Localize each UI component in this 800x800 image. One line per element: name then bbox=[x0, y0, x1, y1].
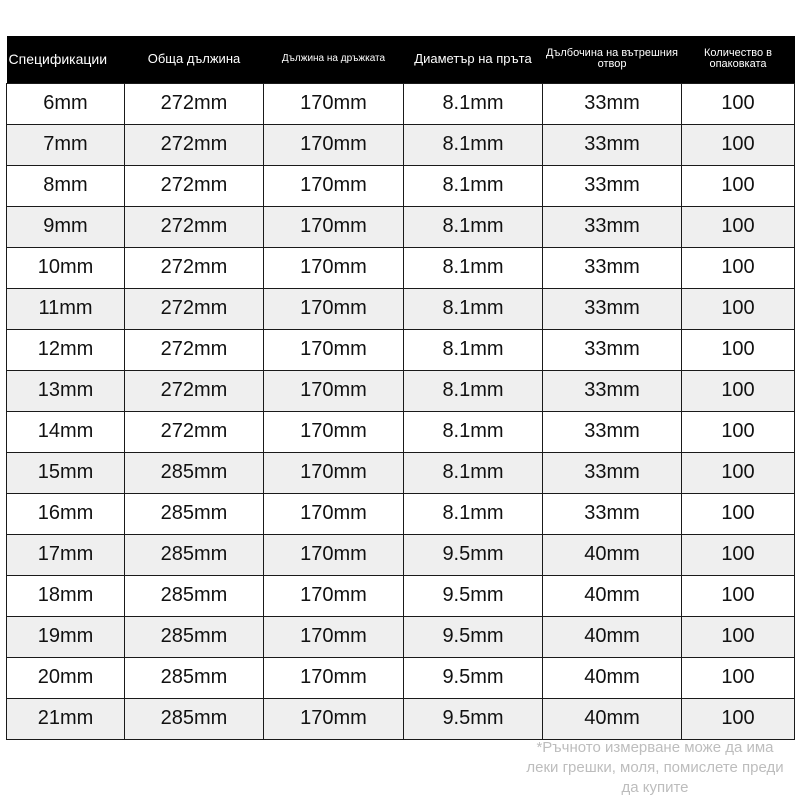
cell-total-length: 285mm bbox=[125, 657, 264, 698]
cell-shank-diameter: 8.1mm bbox=[404, 124, 543, 165]
header-total-length: Обща дължина bbox=[147, 51, 241, 67]
cell-shank-diameter: 8.1mm bbox=[404, 452, 543, 493]
table-row bbox=[7, 329, 795, 370]
cell-shank-diameter: 9.5mm bbox=[404, 534, 543, 575]
cell-pack-quantity: 100 bbox=[682, 165, 795, 206]
cell-handle-length: 170mm bbox=[264, 165, 404, 206]
cell-handle-length: 170mm bbox=[264, 657, 404, 698]
table-row bbox=[7, 493, 795, 534]
cell-shank-diameter: 8.1mm bbox=[404, 288, 543, 329]
cell-pack-quantity: 100 bbox=[682, 657, 795, 698]
cell-handle-length: 170mm bbox=[264, 370, 404, 411]
cell-inner-hole-depth: 40mm bbox=[543, 698, 682, 739]
cell-pack-quantity: 100 bbox=[682, 247, 795, 288]
cell-spec-size: 8mm bbox=[7, 165, 125, 206]
cell-spec-size: 19mm bbox=[7, 616, 125, 657]
cell-inner-hole-depth: 33mm bbox=[543, 493, 682, 534]
cell-total-length: 272mm bbox=[125, 206, 264, 247]
cell-pack-quantity: 100 bbox=[682, 534, 795, 575]
table-body bbox=[7, 83, 795, 739]
header-specifications: Спецификации bbox=[8, 50, 108, 67]
table-row bbox=[7, 698, 795, 739]
cell-spec-size: 21mm bbox=[7, 698, 125, 739]
cell-total-length: 272mm bbox=[125, 411, 264, 452]
table-row bbox=[7, 124, 795, 165]
cell-spec-size: 13mm bbox=[7, 370, 125, 411]
cell-inner-hole-depth: 33mm bbox=[543, 165, 682, 206]
cell-pack-quantity: 100 bbox=[682, 616, 795, 657]
cell-handle-length: 170mm bbox=[264, 329, 404, 370]
cell-shank-diameter: 9.5mm bbox=[404, 616, 543, 657]
cell-spec-size: 11mm bbox=[7, 288, 125, 329]
header-inner-hole-depth: Дълбочина на вътрешния отвор bbox=[546, 46, 678, 71]
cell-inner-hole-depth: 33mm bbox=[543, 124, 682, 165]
table-row bbox=[7, 657, 795, 698]
cell-shank-diameter: 9.5mm bbox=[404, 698, 543, 739]
cell-spec-size: 6mm bbox=[7, 83, 125, 124]
cell-shank-diameter: 8.1mm bbox=[404, 493, 543, 534]
cell-pack-quantity: 100 bbox=[682, 411, 795, 452]
cell-shank-diameter: 8.1mm bbox=[404, 165, 543, 206]
cell-shank-diameter: 8.1mm bbox=[404, 206, 543, 247]
cell-pack-quantity: 100 bbox=[682, 493, 795, 534]
cell-total-length: 272mm bbox=[125, 329, 264, 370]
cell-total-length: 285mm bbox=[125, 698, 264, 739]
cell-shank-diameter: 8.1mm bbox=[404, 83, 543, 124]
cell-inner-hole-depth: 33mm bbox=[543, 329, 682, 370]
header-handle-length: Дължина на дръжката bbox=[281, 53, 386, 64]
cell-pack-quantity: 100 bbox=[682, 575, 795, 616]
cell-handle-length: 170mm bbox=[264, 206, 404, 247]
cell-inner-hole-depth: 33mm bbox=[543, 370, 682, 411]
cell-inner-hole-depth: 33mm bbox=[543, 247, 682, 288]
cell-handle-length: 170mm bbox=[264, 534, 404, 575]
specifications-table bbox=[6, 36, 795, 740]
cell-spec-size: 16mm bbox=[7, 493, 125, 534]
table-row bbox=[7, 83, 795, 124]
table-row bbox=[7, 206, 795, 247]
cell-spec-size: 17mm bbox=[7, 534, 125, 575]
cell-pack-quantity: 100 bbox=[682, 698, 795, 739]
cell-total-length: 285mm bbox=[125, 534, 264, 575]
cell-total-length: 285mm bbox=[125, 452, 264, 493]
cell-inner-hole-depth: 40mm bbox=[543, 657, 682, 698]
table-row bbox=[7, 616, 795, 657]
cell-handle-length: 170mm bbox=[264, 288, 404, 329]
cell-spec-size: 20mm bbox=[7, 657, 125, 698]
cell-pack-quantity: 100 bbox=[682, 288, 795, 329]
cell-total-length: 272mm bbox=[125, 83, 264, 124]
cell-total-length: 285mm bbox=[125, 493, 264, 534]
cell-handle-length: 170mm bbox=[264, 452, 404, 493]
cell-inner-hole-depth: 33mm bbox=[543, 288, 682, 329]
cell-shank-diameter: 8.1mm bbox=[404, 247, 543, 288]
cell-handle-length: 170mm bbox=[264, 616, 404, 657]
cell-spec-size: 14mm bbox=[7, 411, 125, 452]
cell-shank-diameter: 9.5mm bbox=[404, 575, 543, 616]
table-row bbox=[7, 288, 795, 329]
header-shank-diameter: Диаметър на пръта bbox=[414, 51, 532, 67]
measurement-disclaimer: *Ръчното измерване може да има леки грешки, моля, помислете преди да купите bbox=[526, 739, 784, 796]
cell-shank-diameter: 8.1mm bbox=[404, 411, 543, 452]
table-row bbox=[7, 247, 795, 288]
table-row bbox=[7, 575, 795, 616]
cell-pack-quantity: 100 bbox=[682, 83, 795, 124]
cell-handle-length: 170mm bbox=[264, 247, 404, 288]
cell-inner-hole-depth: 40mm bbox=[543, 534, 682, 575]
cell-pack-quantity: 100 bbox=[682, 124, 795, 165]
cell-total-length: 272mm bbox=[125, 124, 264, 165]
cell-total-length: 285mm bbox=[125, 575, 264, 616]
cell-pack-quantity: 100 bbox=[682, 370, 795, 411]
table-row bbox=[7, 165, 795, 206]
cell-inner-hole-depth: 33mm bbox=[543, 206, 682, 247]
cell-spec-size: 18mm bbox=[7, 575, 125, 616]
table-row bbox=[7, 411, 795, 452]
cell-spec-size: 9mm bbox=[7, 206, 125, 247]
cell-spec-size: 7mm bbox=[7, 124, 125, 165]
cell-pack-quantity: 100 bbox=[682, 452, 795, 493]
table-header-row bbox=[7, 36, 795, 83]
cell-total-length: 285mm bbox=[125, 616, 264, 657]
cell-pack-quantity: 100 bbox=[682, 206, 795, 247]
cell-total-length: 272mm bbox=[125, 288, 264, 329]
cell-inner-hole-depth: 40mm bbox=[543, 616, 682, 657]
cell-total-length: 272mm bbox=[125, 370, 264, 411]
cell-handle-length: 170mm bbox=[264, 493, 404, 534]
cell-handle-length: 170mm bbox=[264, 83, 404, 124]
cell-spec-size: 12mm bbox=[7, 329, 125, 370]
cell-shank-diameter: 8.1mm bbox=[404, 370, 543, 411]
cell-inner-hole-depth: 33mm bbox=[543, 411, 682, 452]
cell-shank-diameter: 8.1mm bbox=[404, 329, 543, 370]
cell-spec-size: 15mm bbox=[7, 452, 125, 493]
cell-inner-hole-depth: 33mm bbox=[543, 452, 682, 493]
cell-inner-hole-depth: 40mm bbox=[543, 575, 682, 616]
cell-total-length: 272mm bbox=[125, 165, 264, 206]
cell-handle-length: 170mm bbox=[264, 411, 404, 452]
cell-handle-length: 170mm bbox=[264, 124, 404, 165]
cell-handle-length: 170mm bbox=[264, 698, 404, 739]
table-row bbox=[7, 534, 795, 575]
cell-pack-quantity: 100 bbox=[682, 329, 795, 370]
table-row bbox=[7, 452, 795, 493]
cell-inner-hole-depth: 33mm bbox=[543, 83, 682, 124]
cell-total-length: 272mm bbox=[125, 247, 264, 288]
cell-handle-length: 170mm bbox=[264, 575, 404, 616]
cell-spec-size: 10mm bbox=[7, 247, 125, 288]
cell-shank-diameter: 9.5mm bbox=[404, 657, 543, 698]
header-pack-quantity: Количество в опаковката bbox=[704, 46, 772, 71]
table-row bbox=[7, 370, 795, 411]
